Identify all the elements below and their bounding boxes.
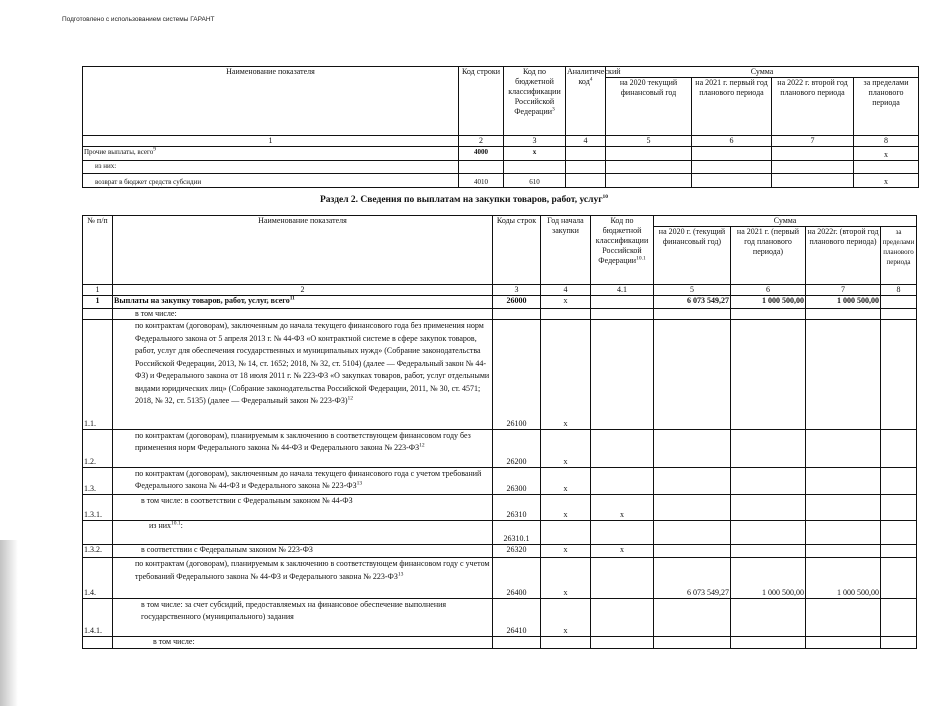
row-year: x: [541, 545, 591, 558]
row-sum-2020: 6 073 549,27: [654, 296, 731, 309]
num-cell: 8: [854, 136, 919, 147]
row-num: [83, 521, 113, 545]
num-cell: 1: [83, 136, 459, 147]
row-budget: [591, 320, 654, 430]
row-num: 1.1.: [83, 320, 113, 430]
row-num: 1.2.: [83, 430, 113, 468]
num-cell: 8: [881, 285, 917, 296]
num-cell: 3: [493, 285, 541, 296]
row-name: по контрактам (договорам), планируемым к заключению в соответствующем финансовом году без применения норм Федерального закона № 44-ФЗ и Федерального закона № 223-ФЗ$^{12}$: [113, 430, 493, 468]
header-num: № п/п: [83, 216, 113, 285]
row-code: 26310: [493, 495, 541, 521]
row-year: x: [541, 296, 591, 309]
num-cell: 1: [83, 285, 113, 296]
num-cell: 4: [566, 136, 606, 147]
num-cell: 2: [113, 285, 493, 296]
num-cell: 4: [541, 285, 591, 296]
row-code: 26300: [493, 468, 541, 495]
row-num: 1.3.1.: [83, 495, 113, 521]
row-sum-2022: [806, 320, 881, 430]
row-name: в соответствии с Федеральным законом № 223-ФЗ: [113, 545, 493, 558]
header-beyond: за пределами планового периода: [881, 227, 917, 285]
row-sum-2022: 1 000 500,00: [806, 558, 881, 599]
header-code-budget: Код по бюджетной классификации Российской Федерации$^{10.1}$: [591, 216, 654, 285]
row-sum-2021: 1 000 500,00: [731, 296, 806, 309]
row-sum-2022: [806, 430, 881, 468]
header-name: Наименование показателя: [113, 216, 493, 285]
num-cell: 5: [654, 285, 731, 296]
num-cell: 2: [459, 136, 504, 147]
num-cell: 6: [731, 285, 806, 296]
row-sum-2020: [654, 495, 731, 521]
table-procurement-payments: [82, 215, 917, 649]
row-sum-2021: 1 000 500,00: [731, 558, 806, 599]
row-code: [459, 161, 504, 174]
header-code-row: Код строки: [459, 67, 504, 136]
header-sum: Сумма: [654, 216, 917, 227]
row-name: в том числе:: [113, 309, 493, 320]
row-sum-2020: 6 073 549,27: [654, 558, 731, 599]
row-budget: [591, 599, 654, 637]
row-budget: [504, 161, 566, 174]
row-name: возврат в бюджет средств субсидии: [83, 174, 459, 188]
header-codes: Коды строк: [493, 216, 541, 285]
num-cell: 6: [692, 136, 772, 147]
row-year: x: [541, 320, 591, 430]
row-num: 1.4.1.: [83, 599, 113, 637]
row-budget: [591, 430, 654, 468]
row-num: 1.3.: [83, 468, 113, 495]
row-sum-2020: [654, 430, 731, 468]
row-name: в том числе:: [113, 637, 493, 649]
num-cell: 7: [806, 285, 881, 296]
row-sum-2020: [654, 468, 731, 495]
row-sum-2020: [654, 599, 731, 637]
row-budget: x: [591, 545, 654, 558]
row-beyond: x: [854, 174, 919, 188]
row-name: Выплаты на закупку товаров, работ, услуг, всего$^{11}$: [113, 296, 493, 309]
row-code: 26320: [493, 545, 541, 558]
row-budget: [591, 521, 654, 545]
row-name: по контрактам (договорам), планируемым к заключению в соответствующем финансовом году с учетом требований Федерального закона № 44-ФЗ и Федерального закона № 223-ФЗ$^{13}$: [113, 558, 493, 599]
header-2020: на 2020 г. (текущий финансовый год): [654, 227, 731, 285]
scan-shadow: [0, 540, 18, 706]
row-sum-2022: [806, 599, 881, 637]
row-sum-2022: [806, 545, 881, 558]
row-sum-2020: [654, 320, 731, 430]
table-row: [83, 174, 919, 188]
row-beyond: [854, 161, 919, 174]
num-cell: 7: [772, 136, 854, 147]
table-row: [83, 637, 917, 649]
row-code: 26000: [493, 296, 541, 309]
row-sum-2021: [731, 430, 806, 468]
row-code: 4000: [459, 147, 504, 161]
row-budget: 610: [504, 174, 566, 188]
table-numbers-row: [83, 285, 917, 296]
header-2021: на 2021 г. первый год планового периода: [692, 78, 772, 136]
row-num: 1.4.: [83, 558, 113, 599]
row-sum-2022: [806, 521, 881, 545]
row-name: Прочие выплаты, всего$^9$: [83, 147, 459, 161]
row-num: 1.3.2.: [83, 545, 113, 558]
table-row: [83, 296, 917, 309]
row-budget: x: [591, 495, 654, 521]
row-budget: x: [504, 147, 566, 161]
row-sum-2020: [654, 521, 731, 545]
header-2021: на 2021 г. (первый год планового периода): [731, 227, 806, 285]
row-code: 26310.1: [493, 521, 541, 545]
header-code-budget: Код по бюджетной классификации Российской Федерации$^3$: [504, 67, 566, 136]
section-title: Раздел 2. Сведения по выплатам на закупки товаров, работ, услуг$^{10}$: [320, 193, 609, 205]
row-sum-2021: [731, 599, 806, 637]
row-budget: [591, 468, 654, 495]
table-row: [83, 468, 917, 495]
row-sum-2020: [654, 545, 731, 558]
row-name: из них$^{10.1}$:: [113, 521, 493, 545]
row-budget: [591, 558, 654, 599]
row-sum-2021: [731, 468, 806, 495]
table-row: [83, 545, 917, 558]
table-other-payments: [82, 66, 919, 188]
row-year: [541, 521, 591, 545]
row-code: 26200: [493, 430, 541, 468]
garant-header: Подготовлено с использованием системы ГАРАНТ: [62, 16, 215, 23]
row-beyond: x: [854, 147, 919, 161]
header-analytic: Аналитический код$^4$: [566, 67, 606, 136]
table-row: [83, 161, 919, 174]
table-row: [83, 558, 917, 599]
row-sum-2021: [731, 320, 806, 430]
row-name: по контрактам (договорам), заключенным до начала текущего финансового года с учетом требований Федерального закона № 44-ФЗ и Федерального закона № 223-ФЗ$^{13}$: [113, 468, 493, 495]
row-name: по контрактам (договорам), заключенным до начала текущего финансового года без применения норм Федерального закона от 5 апреля 2013 г. № 44-ФЗ «О контрактной системе в сфере закупок товаров, работ, услуг для обеспечения государственных и муниципальных нужд» (Собрание законодательства Российской Федерации, 2013, № 14, ст. 1652; 2018, № 32, ст. 5104) (далее — Федеральный закон № 44-ФЗ) и Федерального закона от 18 июля 2011 г. № 223-ФЗ «О закупках товаров, работ, услуг отдельными видами юридических лиц» (Собрание законодательства Российской Федерации, 2011, № 30, ст. 4571; 2018, № 32, ст. 5135) (далее — Федеральный закон № 223-ФЗ)$^{12}$: [113, 320, 493, 430]
row-code: 26410: [493, 599, 541, 637]
row-sum-2022: [806, 495, 881, 521]
row-code: 26100: [493, 320, 541, 430]
header-beyond: за пределами планового периода: [854, 78, 919, 136]
table-row: [83, 521, 917, 545]
row-sum-2021: [731, 545, 806, 558]
num-cell: 5: [606, 136, 692, 147]
row-year: x: [541, 495, 591, 521]
row-code: 4010: [459, 174, 504, 188]
table-row: [83, 599, 917, 637]
row-code: 26400: [493, 558, 541, 599]
num-cell: 3: [504, 136, 566, 147]
row-year: x: [541, 558, 591, 599]
row-name: из них:: [83, 161, 459, 174]
row-sum-2021: [731, 495, 806, 521]
row-num: 1: [83, 296, 113, 309]
row-name: в том числе: в соответствии с Федеральным законом № 44-ФЗ: [113, 495, 493, 521]
header-2022: на 2022г. (второй год планового периода): [806, 227, 881, 285]
table-row: [83, 147, 919, 161]
header-2020: на 2020 текущий финансовый год: [606, 78, 692, 136]
header-sum: Сумма: [606, 67, 919, 78]
table-numbers-row: [83, 136, 919, 147]
header-2022: на 2022 г. второй год планового периода: [772, 78, 854, 136]
row-year: x: [541, 468, 591, 495]
row-sum-2021: [731, 521, 806, 545]
row-sum-2022: 1 000 500,00: [806, 296, 881, 309]
table-row: [83, 495, 917, 521]
table-row: [83, 430, 917, 468]
row-sum-2022: [806, 468, 881, 495]
row-year: x: [541, 430, 591, 468]
header-year: Год начала закупки: [541, 216, 591, 285]
row-name: в том числе: за счет субсидий, предоставляемых на финансовое обеспечение выполнения государственного (муниципального) задания: [113, 599, 493, 637]
table-row: [83, 320, 917, 430]
num-cell: 4.1: [591, 285, 654, 296]
table-row: [83, 309, 917, 320]
header-name: Наименование показателя: [83, 67, 459, 136]
row-budget: [591, 296, 654, 309]
row-year: x: [541, 599, 591, 637]
